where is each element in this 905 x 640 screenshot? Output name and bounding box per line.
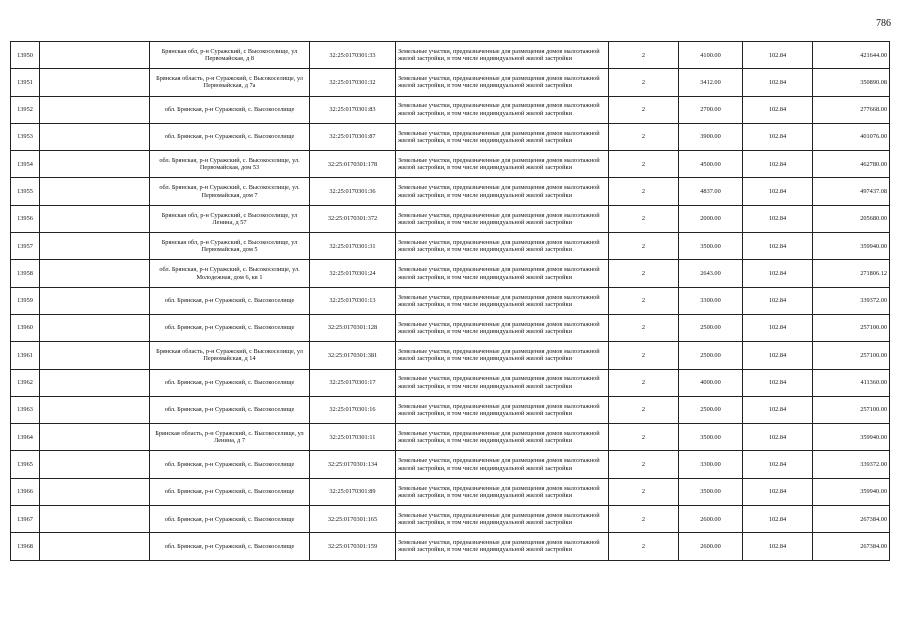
cell-permitted-use: Земельные участки, предназначенные для размещения домов малоэтажной жилой застройки, в том числе индивидуальной жилой застройки (396, 205, 609, 232)
cell-group-number: 2 (609, 123, 679, 150)
cell-address: Брянская область, р-н Суражский, с Высокоселище, ул Первомайская, д 14 (150, 342, 310, 369)
cell-group-number: 2 (609, 178, 679, 205)
cell-record-number: 13963 (11, 396, 40, 423)
cell-blank (40, 123, 150, 150)
cell-area: 2500.00 (679, 342, 743, 369)
cell-address: Брянская обл, р-н Суражский, с Высокоселище, ул Первомайская, дом 5 (150, 233, 310, 260)
cell-cadastral-number: 32:25:0170301:17 (310, 369, 396, 396)
cell-cadastral-value: 257100.00 (813, 314, 890, 341)
table-row (11, 314, 890, 341)
cell-record-number: 13960 (11, 314, 40, 341)
cell-cadastral-value: 267384.00 (813, 533, 890, 560)
cell-blank (40, 205, 150, 232)
cell-group-number: 2 (609, 287, 679, 314)
cell-cadastral-number: 32:25:0170301:165 (310, 506, 396, 533)
cell-record-number: 13968 (11, 533, 40, 560)
cell-address: обл. Брянская, р-н Суражский, с. Высокоселище (150, 506, 310, 533)
cell-cadastral-number: 32:25:0170301:372 (310, 205, 396, 232)
cell-blank (40, 69, 150, 96)
cell-address: обл. Брянская, р-н Суражский, с. Высокоселище (150, 123, 310, 150)
cell-address: Брянская область, р-н Суражский, с. Высокоселище, ул Ленина, д 7 (150, 424, 310, 451)
cell-record-number: 13954 (11, 151, 40, 178)
cell-cadastral-value: 267384.00 (813, 506, 890, 533)
cell-cadastral-number: 32:25:0170301:32 (310, 69, 396, 96)
cell-cadastral-value: 271806.12 (813, 260, 890, 287)
cell-area: 4100.00 (679, 42, 743, 69)
cell-cadastral-value: 359940.00 (813, 478, 890, 505)
cell-record-number: 13951 (11, 69, 40, 96)
cell-record-number: 13950 (11, 42, 40, 69)
cell-specific-value: 102.84 (743, 424, 813, 451)
cell-cadastral-number: 32:25:0170301:16 (310, 396, 396, 423)
cell-cadastral-value: 401076.00 (813, 123, 890, 150)
cell-permitted-use: Земельные участки, предназначенные для размещения домов малоэтажной жилой застройки, в том числе индивидуальной жилой застройки (396, 369, 609, 396)
cell-area: 3900.00 (679, 123, 743, 150)
cell-blank (40, 342, 150, 369)
cell-specific-value: 102.84 (743, 96, 813, 123)
table-row (11, 42, 890, 69)
cell-specific-value: 102.84 (743, 233, 813, 260)
cell-area: 4837.00 (679, 178, 743, 205)
cell-address: обл. Брянская, р-н Суражский, с. Высокоселище (150, 533, 310, 560)
cell-group-number: 2 (609, 478, 679, 505)
cell-cadastral-value: 462780.00 (813, 151, 890, 178)
cell-address: обл. Брянская, р-н Суражский, с. Высокоселище (150, 451, 310, 478)
cell-cadastral-number: 32:25:0170301:89 (310, 478, 396, 505)
cell-specific-value: 102.84 (743, 369, 813, 396)
table-row (11, 506, 890, 533)
cell-blank (40, 151, 150, 178)
cell-specific-value: 102.84 (743, 178, 813, 205)
cell-group-number: 2 (609, 233, 679, 260)
cell-permitted-use: Земельные участки, предназначенные для размещения домов малоэтажной жилой застройки, в том числе индивидуальной жилой застройки (396, 260, 609, 287)
cell-cadastral-value: 359940.00 (813, 233, 890, 260)
table-row (11, 533, 890, 560)
cell-group-number: 2 (609, 42, 679, 69)
cell-cadastral-value: 350890.08 (813, 69, 890, 96)
cell-area: 4000.00 (679, 369, 743, 396)
cell-record-number: 13959 (11, 287, 40, 314)
cell-cadastral-number: 32:25:0170301:128 (310, 314, 396, 341)
cell-area: 3300.00 (679, 451, 743, 478)
cell-specific-value: 102.84 (743, 314, 813, 341)
cell-address: обл. Брянская, р-н Суражский, с. Высокоселище (150, 396, 310, 423)
cell-cadastral-value: 411360.00 (813, 369, 890, 396)
cell-permitted-use: Земельные участки, предназначенные для размещения домов малоэтажной жилой застройки, в том числе индивидуальной жилой застройки (396, 287, 609, 314)
cell-specific-value: 102.84 (743, 287, 813, 314)
cell-permitted-use: Земельные участки, предназначенные для размещения домов малоэтажной жилой застройки, в том числе индивидуальной жилой застройки (396, 424, 609, 451)
cell-area: 3300.00 (679, 287, 743, 314)
cell-cadastral-number: 32:25:0170301:24 (310, 260, 396, 287)
cell-permitted-use: Земельные участки, предназначенные для размещения домов малоэтажной жилой застройки, в том числе индивидуальной жилой застройки (396, 233, 609, 260)
cell-cadastral-number: 32:25:0170301:33 (310, 42, 396, 69)
cell-group-number: 2 (609, 369, 679, 396)
cell-record-number: 13964 (11, 424, 40, 451)
cell-address: обл. Брянская, р-н Суражский, с. Высокоселище, ул. Первомайская, дом 7 (150, 178, 310, 205)
cell-group-number: 2 (609, 69, 679, 96)
cell-address: обл. Брянская, р-н Суражский, с. Высокоселище (150, 287, 310, 314)
cell-permitted-use: Земельные участки, предназначенные для размещения домов малоэтажной жилой застройки, в том числе индивидуальной жилой застройки (396, 69, 609, 96)
cell-specific-value: 102.84 (743, 205, 813, 232)
cell-cadastral-value: 339372.00 (813, 451, 890, 478)
cell-permitted-use: Земельные участки, предназначенные для размещения домов малоэтажной жилой застройки, в том числе индивидуальной жилой застройки (396, 123, 609, 150)
cell-specific-value: 102.84 (743, 478, 813, 505)
cell-record-number: 13953 (11, 123, 40, 150)
table-row (11, 369, 890, 396)
table-row (11, 287, 890, 314)
cell-address: Брянская область, р-н Суражский, с Высокоселище, ул Первомайская, д 7а (150, 69, 310, 96)
cell-blank (40, 178, 150, 205)
cell-permitted-use: Земельные участки, предназначенные для размещения домов малоэтажной жилой застройки, в том числе индивидуальной жилой застройки (396, 314, 609, 341)
cell-address: обл. Брянская, р-н Суражский, с. Высокоселище (150, 314, 310, 341)
cell-blank (40, 424, 150, 451)
cell-cadastral-value: 205680.00 (813, 205, 890, 232)
cell-permitted-use: Земельные участки, предназначенные для размещения домов малоэтажной жилой застройки, в том числе индивидуальной жилой застройки (396, 151, 609, 178)
cell-cadastral-number: 32:25:0170301:178 (310, 151, 396, 178)
table-row (11, 123, 890, 150)
cell-blank (40, 506, 150, 533)
cell-blank (40, 42, 150, 69)
table-row (11, 178, 890, 205)
cell-record-number: 13955 (11, 178, 40, 205)
cell-permitted-use: Земельные участки, предназначенные для размещения домов малоэтажной жилой застройки, в том числе индивидуальной жилой застройки (396, 42, 609, 69)
cell-address: обл. Брянская, р-н Суражский, с. Высокоселище (150, 478, 310, 505)
cell-group-number: 2 (609, 424, 679, 451)
cell-blank (40, 451, 150, 478)
cell-record-number: 13962 (11, 369, 40, 396)
cell-specific-value: 102.84 (743, 451, 813, 478)
table-row (11, 233, 890, 260)
cell-area: 4500.00 (679, 151, 743, 178)
cell-specific-value: 102.84 (743, 506, 813, 533)
cell-cadastral-value: 421644.00 (813, 42, 890, 69)
cell-area: 3500.00 (679, 233, 743, 260)
cell-area: 2600.00 (679, 533, 743, 560)
cell-group-number: 2 (609, 342, 679, 369)
cell-specific-value: 102.84 (743, 151, 813, 178)
cell-address: обл. Брянская, р-н Суражский, с. Высокоселище, ул. Молодежная, дом 6, кв 1 (150, 260, 310, 287)
cell-permitted-use: Земельные участки, предназначенные для размещения домов малоэтажной жилой застройки, в том числе индивидуальной жилой застройки (396, 342, 609, 369)
cell-permitted-use: Земельные участки, предназначенные для размещения домов малоэтажной жилой застройки, в том числе индивидуальной жилой застройки (396, 478, 609, 505)
cell-cadastral-value: 339372.00 (813, 287, 890, 314)
cell-record-number: 13967 (11, 506, 40, 533)
cell-cadastral-number: 32:25:0170301:83 (310, 96, 396, 123)
cell-cadastral-value: 359940.00 (813, 424, 890, 451)
cell-record-number: 13958 (11, 260, 40, 287)
cell-blank (40, 314, 150, 341)
cell-record-number: 13965 (11, 451, 40, 478)
cell-specific-value: 102.84 (743, 396, 813, 423)
table-row (11, 205, 890, 232)
cell-cadastral-number: 32:25:0170301:381 (310, 342, 396, 369)
cell-area: 2500.00 (679, 314, 743, 341)
cell-record-number: 13956 (11, 205, 40, 232)
table-row (11, 69, 890, 96)
cell-cadastral-value: 257100.00 (813, 342, 890, 369)
cell-cadastral-number: 32:25:0170301:159 (310, 533, 396, 560)
cell-permitted-use: Земельные участки, предназначенные для размещения домов малоэтажной жилой застройки, в том числе индивидуальной жилой застройки (396, 533, 609, 560)
cell-area: 2700.00 (679, 96, 743, 123)
cell-cadastral-number: 32:25:0170301:87 (310, 123, 396, 150)
cell-group-number: 2 (609, 506, 679, 533)
cell-blank (40, 287, 150, 314)
cell-cadastral-number: 32:25:0170301:11 (310, 424, 396, 451)
cell-cadastral-number: 32:25:0170301:13 (310, 287, 396, 314)
cell-blank (40, 233, 150, 260)
table-body (11, 42, 890, 561)
cell-group-number: 2 (609, 396, 679, 423)
cell-group-number: 2 (609, 96, 679, 123)
cell-area: 3412.00 (679, 69, 743, 96)
cell-specific-value: 102.84 (743, 342, 813, 369)
cell-group-number: 2 (609, 451, 679, 478)
cell-address: обл. Брянская, р-н Суражский, с. Высокоселище (150, 369, 310, 396)
cell-specific-value: 102.84 (743, 123, 813, 150)
cell-permitted-use: Земельные участки, предназначенные для размещения домов малоэтажной жилой застройки, в том числе индивидуальной жилой застройки (396, 96, 609, 123)
cell-specific-value: 102.84 (743, 533, 813, 560)
table-row (11, 151, 890, 178)
cell-cadastral-value: 277668.00 (813, 96, 890, 123)
cell-blank (40, 260, 150, 287)
cell-group-number: 2 (609, 314, 679, 341)
cell-address: обл. Брянская, р-н Суражский, с. Высокоселище (150, 96, 310, 123)
cell-cadastral-value: 497437.08 (813, 178, 890, 205)
cell-permitted-use: Земельные участки, предназначенные для размещения домов малоэтажной жилой застройки, в том числе индивидуальной жилой застройки (396, 506, 609, 533)
cell-group-number: 2 (609, 533, 679, 560)
cell-record-number: 13961 (11, 342, 40, 369)
cell-address: Брянская обл, р-н Суражский, с Высокоселище, ул Первомайская, д 8 (150, 42, 310, 69)
cell-permitted-use: Земельные участки, предназначенные для размещения домов малоэтажной жилой застройки, в том числе индивидуальной жилой застройки (396, 451, 609, 478)
cell-address: Брянская обл, р-н Суражский, с Высокоселище, ул Ленина, д 57 (150, 205, 310, 232)
cell-cadastral-value: 257100.00 (813, 396, 890, 423)
cell-area: 2600.00 (679, 506, 743, 533)
page-number: 786 (876, 18, 891, 29)
cell-record-number: 13966 (11, 478, 40, 505)
cell-area: 3500.00 (679, 424, 743, 451)
cell-group-number: 2 (609, 151, 679, 178)
table-row (11, 342, 890, 369)
cell-blank (40, 533, 150, 560)
cell-group-number: 2 (609, 205, 679, 232)
cell-blank (40, 478, 150, 505)
cell-permitted-use: Земельные участки, предназначенные для размещения домов малоэтажной жилой застройки, в том числе индивидуальной жилой застройки (396, 178, 609, 205)
cell-blank (40, 396, 150, 423)
cell-blank (40, 96, 150, 123)
cell-specific-value: 102.84 (743, 69, 813, 96)
cell-cadastral-number: 32:25:0170301:31 (310, 233, 396, 260)
cell-record-number: 13952 (11, 96, 40, 123)
cell-group-number: 2 (609, 260, 679, 287)
cell-area: 2000.00 (679, 205, 743, 232)
cell-cadastral-number: 32:25:0170301:134 (310, 451, 396, 478)
cell-blank (40, 369, 150, 396)
cell-area: 3500.00 (679, 478, 743, 505)
cadastral-value-table (10, 41, 890, 561)
cell-address: обл. Брянская, р-н Суражский, с. Высокоселище, ул. Первомайская, дом 53 (150, 151, 310, 178)
cell-area: 2500.00 (679, 396, 743, 423)
table-row (11, 396, 890, 423)
cell-area: 2643.00 (679, 260, 743, 287)
table-row (11, 424, 890, 451)
cell-record-number: 13957 (11, 233, 40, 260)
cell-cadastral-number: 32:25:0170301:36 (310, 178, 396, 205)
cell-specific-value: 102.84 (743, 42, 813, 69)
table-row (11, 478, 890, 505)
table-row (11, 260, 890, 287)
table-row (11, 96, 890, 123)
table-row (11, 451, 890, 478)
cell-permitted-use: Земельные участки, предназначенные для размещения домов малоэтажной жилой застройки, в том числе индивидуальной жилой застройки (396, 396, 609, 423)
cell-specific-value: 102.84 (743, 260, 813, 287)
